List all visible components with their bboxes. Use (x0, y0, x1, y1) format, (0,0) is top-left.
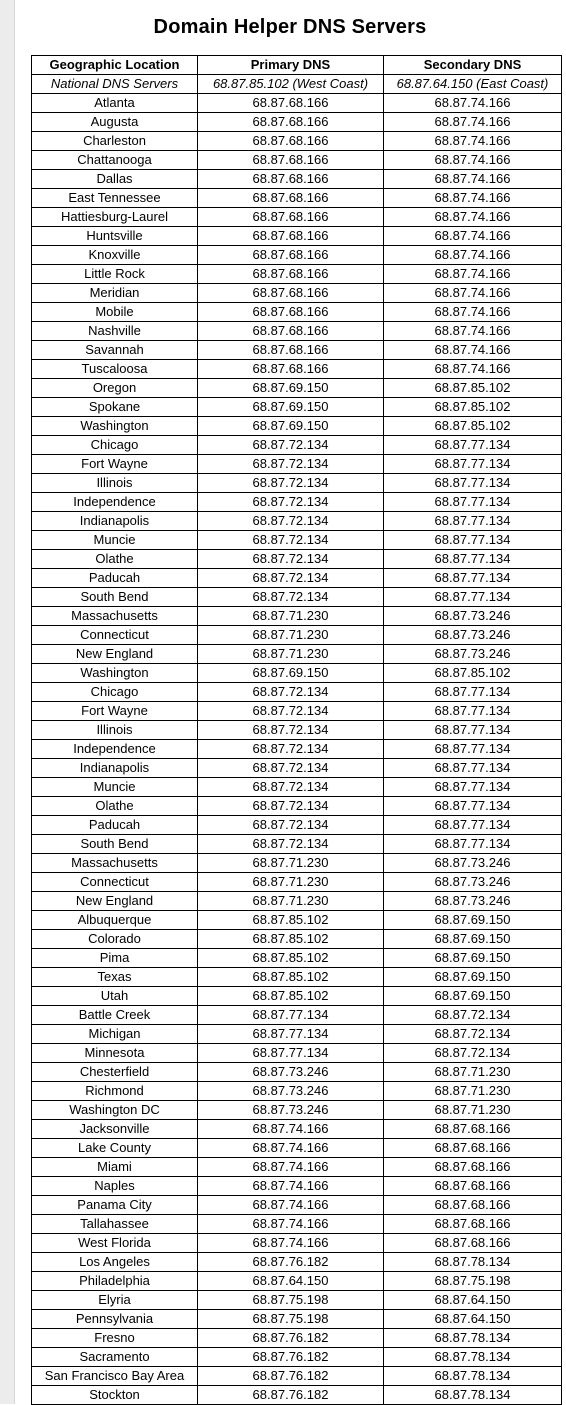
cell-location: Indianapolis (32, 759, 198, 778)
cell-primary-dns: 68.87.69.150 (198, 398, 384, 417)
cell-secondary-dns: 68.87.74.166 (384, 189, 562, 208)
cell-primary-dns: 68.87.74.166 (198, 1139, 384, 1158)
table-row (32, 1348, 562, 1367)
cell-primary-dns: 68.87.72.134 (198, 474, 384, 493)
cell-primary-dns: 68.87.72.134 (198, 512, 384, 531)
cell-secondary-dns: 68.87.85.102 (384, 417, 562, 436)
cell-primary-dns: 68.87.71.230 (198, 873, 384, 892)
cell-primary-dns: 68.87.68.166 (198, 322, 384, 341)
cell-location: Meridian (32, 284, 198, 303)
cell-location: Fresno (32, 1329, 198, 1348)
table-row (32, 721, 562, 740)
cell-primary-dns: 68.87.77.134 (198, 1025, 384, 1044)
cell-secondary-dns: 68.87.74.166 (384, 265, 562, 284)
table-row (32, 341, 562, 360)
cell-secondary-dns: 68.87.77.134 (384, 797, 562, 816)
table-row (32, 1006, 562, 1025)
cell-secondary-dns: 68.87.73.246 (384, 607, 562, 626)
cell-primary-dns: 68.87.74.166 (198, 1196, 384, 1215)
cell-location: Augusta (32, 113, 198, 132)
cell-secondary-dns: 68.87.73.246 (384, 873, 562, 892)
cell-secondary-dns: 68.87.72.134 (384, 1006, 562, 1025)
cell-location: Chesterfield (32, 1063, 198, 1082)
cell-primary-dns: 68.87.74.166 (198, 1120, 384, 1139)
cell-location: Panama City (32, 1196, 198, 1215)
cell-primary-dns: 68.87.68.166 (198, 246, 384, 265)
cell-secondary-dns: 68.87.71.230 (384, 1101, 562, 1120)
page-title: Domain Helper DNS Servers (153, 16, 427, 38)
cell-primary-dns: 68.87.68.166 (198, 360, 384, 379)
cell-location: Atlanta (32, 94, 198, 113)
cell-primary-dns: 68.87.72.134 (198, 455, 384, 474)
cell-secondary-dns: 68.87.78.134 (384, 1386, 562, 1405)
cell-location: New England (32, 892, 198, 911)
cell-primary-dns: 68.87.68.166 (198, 151, 384, 170)
cell-primary-dns: 68.87.72.134 (198, 550, 384, 569)
table-row (32, 1063, 562, 1082)
table-row (32, 1158, 562, 1177)
table-row (32, 208, 562, 227)
table-row (32, 1234, 562, 1253)
cell-secondary-dns: 68.87.68.166 (384, 1234, 562, 1253)
cell-primary-dns: 68.87.71.230 (198, 626, 384, 645)
cell-secondary-dns: 68.87.74.166 (384, 208, 562, 227)
cell-primary-dns: 68.87.68.166 (198, 265, 384, 284)
cell-location: Nashville (32, 322, 198, 341)
cell-location: New England (32, 645, 198, 664)
table-row (32, 417, 562, 436)
cell-secondary-dns: 68.87.77.134 (384, 474, 562, 493)
table-row (32, 778, 562, 797)
cell-location: Little Rock (32, 265, 198, 284)
cell-location: Utah (32, 987, 198, 1006)
cell-location: Washington DC (32, 1101, 198, 1120)
cell-secondary-dns: 68.87.64.150 (384, 1310, 562, 1329)
cell-secondary-dns: 68.87.68.166 (384, 1177, 562, 1196)
table-row (32, 968, 562, 987)
cell-location: Sacramento (32, 1348, 198, 1367)
cell-location: Minnesota (32, 1044, 198, 1063)
cell-location: Texas (32, 968, 198, 987)
cell-primary-dns: 68.87.68.166 (198, 132, 384, 151)
table-row (32, 265, 562, 284)
cell-secondary-dns: 68.87.68.166 (384, 1120, 562, 1139)
cell-location: Paducah (32, 816, 198, 835)
header-primary-dns: Primary DNS (198, 56, 384, 75)
cell-location: Chicago (32, 436, 198, 455)
cell-primary-dns: 68.87.74.166 (198, 1177, 384, 1196)
cell-secondary-dns: 68.87.77.134 (384, 569, 562, 588)
table-row (32, 1310, 562, 1329)
table-row (32, 1253, 562, 1272)
table-header-row (32, 56, 562, 75)
table-row (32, 816, 562, 835)
cell-primary-dns: 68.87.72.134 (198, 531, 384, 550)
cell-primary-dns: 68.87.68.166 (198, 189, 384, 208)
cell-primary-dns: 68.87.74.166 (198, 1215, 384, 1234)
cell-location: Fort Wayne (32, 702, 198, 721)
cell-primary-dns: 68.87.76.182 (198, 1253, 384, 1272)
cell-primary-dns: 68.87.64.150 (198, 1272, 384, 1291)
cell-location: Michigan (32, 1025, 198, 1044)
cell-primary-dns: 68.87.68.166 (198, 208, 384, 227)
cell-primary-dns: 68.87.72.134 (198, 797, 384, 816)
table-row (32, 1196, 562, 1215)
cell-primary-dns: 68.87.76.182 (198, 1329, 384, 1348)
national-dns-row (32, 75, 562, 94)
cell-location: Connecticut (32, 873, 198, 892)
cell-secondary-dns: 68.87.77.134 (384, 588, 562, 607)
cell-primary-dns: 68.87.75.198 (198, 1291, 384, 1310)
cell-primary-dns: 68.87.68.166 (198, 94, 384, 113)
cell-location: National DNS Servers (32, 75, 198, 94)
table-row (32, 1120, 562, 1139)
cell-primary-dns: 68.87.72.134 (198, 835, 384, 854)
table-row (32, 607, 562, 626)
cell-location: Colorado (32, 930, 198, 949)
cell-primary-dns: 68.87.85.102 (West Coast) (198, 75, 384, 94)
table-row (32, 474, 562, 493)
cell-location: Elyria (32, 1291, 198, 1310)
table-row (32, 626, 562, 645)
cell-secondary-dns: 68.87.77.134 (384, 759, 562, 778)
cell-location: Spokane (32, 398, 198, 417)
cell-secondary-dns: 68.87.74.166 (384, 246, 562, 265)
table-row (32, 664, 562, 683)
cell-location: San Francisco Bay Area (32, 1367, 198, 1386)
cell-primary-dns: 68.87.72.134 (198, 721, 384, 740)
cell-primary-dns: 68.87.71.230 (198, 854, 384, 873)
cell-secondary-dns: 68.87.74.166 (384, 322, 562, 341)
cell-secondary-dns: 68.87.74.166 (384, 94, 562, 113)
cell-location: Stockton (32, 1386, 198, 1405)
cell-primary-dns: 68.87.72.134 (198, 816, 384, 835)
cell-secondary-dns: 68.87.74.166 (384, 132, 562, 151)
left-margin-strip (0, 0, 15, 1404)
cell-location: Muncie (32, 778, 198, 797)
table-row (32, 550, 562, 569)
cell-location: Massachusetts (32, 854, 198, 873)
cell-secondary-dns: 68.87.69.150 (384, 968, 562, 987)
cell-secondary-dns: 68.87.74.166 (384, 284, 562, 303)
table-row (32, 930, 562, 949)
table-row (32, 398, 562, 417)
cell-primary-dns: 68.87.75.198 (198, 1310, 384, 1329)
cell-secondary-dns: 68.87.71.230 (384, 1082, 562, 1101)
table-row (32, 740, 562, 759)
cell-location: Illinois (32, 721, 198, 740)
cell-location: Mobile (32, 303, 198, 322)
cell-secondary-dns: 68.87.78.134 (384, 1348, 562, 1367)
cell-secondary-dns: 68.87.85.102 (384, 379, 562, 398)
cell-primary-dns: 68.87.76.182 (198, 1367, 384, 1386)
cell-secondary-dns: 68.87.74.166 (384, 170, 562, 189)
cell-secondary-dns: 68.87.69.150 (384, 949, 562, 968)
cell-secondary-dns: 68.87.69.150 (384, 930, 562, 949)
cell-primary-dns: 68.87.73.246 (198, 1063, 384, 1082)
table-row (32, 892, 562, 911)
table-row (32, 987, 562, 1006)
cell-location: Illinois (32, 474, 198, 493)
cell-primary-dns: 68.87.68.166 (198, 113, 384, 132)
cell-secondary-dns: 68.87.77.134 (384, 493, 562, 512)
cell-location: Pima (32, 949, 198, 968)
cell-secondary-dns: 68.87.74.166 (384, 341, 562, 360)
table-row (32, 911, 562, 930)
cell-primary-dns: 68.87.85.102 (198, 930, 384, 949)
cell-primary-dns: 68.87.71.230 (198, 607, 384, 626)
cell-primary-dns: 68.87.72.134 (198, 759, 384, 778)
table-row (32, 227, 562, 246)
table-row (32, 113, 562, 132)
cell-secondary-dns: 68.87.77.134 (384, 702, 562, 721)
cell-primary-dns: 68.87.73.246 (198, 1082, 384, 1101)
cell-location: Pennsylvania (32, 1310, 198, 1329)
table-row (32, 1177, 562, 1196)
cell-location: East Tennessee (32, 189, 198, 208)
cell-secondary-dns: 68.87.73.246 (384, 645, 562, 664)
table-row (32, 284, 562, 303)
cell-primary-dns: 68.87.77.134 (198, 1044, 384, 1063)
cell-primary-dns: 68.87.68.166 (198, 303, 384, 322)
cell-secondary-dns: 68.87.77.134 (384, 531, 562, 550)
table-row (32, 455, 562, 474)
cell-secondary-dns: 68.87.77.134 (384, 683, 562, 702)
table-row (32, 854, 562, 873)
cell-secondary-dns: 68.87.73.246 (384, 854, 562, 873)
cell-primary-dns: 68.87.72.134 (198, 778, 384, 797)
cell-primary-dns: 68.87.68.166 (198, 227, 384, 246)
header-geographic-location: Geographic Location (32, 56, 198, 75)
cell-primary-dns: 68.87.68.166 (198, 284, 384, 303)
table-row (32, 436, 562, 455)
cell-secondary-dns: 68.87.85.102 (384, 398, 562, 417)
cell-secondary-dns: 68.87.68.166 (384, 1139, 562, 1158)
cell-location: West Florida (32, 1234, 198, 1253)
table-row (32, 94, 562, 113)
cell-primary-dns: 68.87.72.134 (198, 588, 384, 607)
cell-primary-dns: 68.87.72.134 (198, 702, 384, 721)
table-row (32, 379, 562, 398)
cell-location: Albuquerque (32, 911, 198, 930)
cell-location: Independence (32, 493, 198, 512)
table-row (32, 1082, 562, 1101)
cell-primary-dns: 68.87.69.150 (198, 379, 384, 398)
table-row (32, 189, 562, 208)
cell-location: Miami (32, 1158, 198, 1177)
cell-secondary-dns: 68.87.77.134 (384, 721, 562, 740)
cell-location: Connecticut (32, 626, 198, 645)
table-row (32, 360, 562, 379)
table-row (32, 835, 562, 854)
cell-location: Jacksonville (32, 1120, 198, 1139)
cell-location: Independence (32, 740, 198, 759)
cell-location: Dallas (32, 170, 198, 189)
cell-secondary-dns: 68.87.71.230 (384, 1063, 562, 1082)
table-row (32, 1215, 562, 1234)
cell-primary-dns: 68.87.76.182 (198, 1348, 384, 1367)
table-row (32, 797, 562, 816)
cell-secondary-dns: 68.87.77.134 (384, 740, 562, 759)
table-row (32, 531, 562, 550)
cell-primary-dns: 68.87.72.134 (198, 740, 384, 759)
cell-location: Richmond (32, 1082, 198, 1101)
table-row (32, 132, 562, 151)
table-row (32, 569, 562, 588)
dns-servers-table (31, 55, 562, 1405)
table-row (32, 759, 562, 778)
header-secondary-dns: Secondary DNS (384, 56, 562, 75)
table-row (32, 322, 562, 341)
table-row (32, 151, 562, 170)
table-row (32, 512, 562, 531)
cell-location: Indianapolis (32, 512, 198, 531)
cell-primary-dns: 68.87.73.246 (198, 1101, 384, 1120)
cell-primary-dns: 68.87.76.182 (198, 1386, 384, 1405)
cell-location: Massachusetts (32, 607, 198, 626)
table-row (32, 246, 562, 265)
cell-location: Washington (32, 664, 198, 683)
cell-secondary-dns: 68.87.73.246 (384, 892, 562, 911)
table-row (32, 1272, 562, 1291)
table-row (32, 702, 562, 721)
table-row (32, 588, 562, 607)
cell-location: Philadelphia (32, 1272, 198, 1291)
cell-secondary-dns: 68.87.72.134 (384, 1025, 562, 1044)
cell-primary-dns: 68.87.68.166 (198, 170, 384, 189)
cell-secondary-dns: 68.87.77.134 (384, 455, 562, 474)
cell-primary-dns: 68.87.74.166 (198, 1234, 384, 1253)
table-row (32, 873, 562, 892)
cell-secondary-dns: 68.87.78.134 (384, 1253, 562, 1272)
cell-location: Fort Wayne (32, 455, 198, 474)
cell-secondary-dns: 68.87.77.134 (384, 550, 562, 569)
cell-secondary-dns: 68.87.69.150 (384, 987, 562, 1006)
cell-location: Naples (32, 1177, 198, 1196)
cell-secondary-dns: 68.87.69.150 (384, 911, 562, 930)
table-row (32, 645, 562, 664)
table-row (32, 1139, 562, 1158)
cell-primary-dns: 68.87.71.230 (198, 645, 384, 664)
cell-location: Washington (32, 417, 198, 436)
cell-secondary-dns: 68.87.74.166 (384, 360, 562, 379)
cell-secondary-dns: 68.87.75.198 (384, 1272, 562, 1291)
cell-secondary-dns: 68.87.74.166 (384, 303, 562, 322)
table-row (32, 1025, 562, 1044)
cell-location: Tuscaloosa (32, 360, 198, 379)
cell-location: Huntsville (32, 227, 198, 246)
cell-secondary-dns: 68.87.74.166 (384, 151, 562, 170)
cell-secondary-dns: 68.87.77.134 (384, 816, 562, 835)
cell-location: Savannah (32, 341, 198, 360)
cell-secondary-dns: 68.87.77.134 (384, 436, 562, 455)
cell-secondary-dns: 68.87.73.246 (384, 626, 562, 645)
table-row (32, 170, 562, 189)
cell-primary-dns: 68.87.85.102 (198, 949, 384, 968)
cell-primary-dns: 68.87.85.102 (198, 987, 384, 1006)
table-row (32, 1101, 562, 1120)
cell-location: Olathe (32, 797, 198, 816)
cell-secondary-dns: 68.87.78.134 (384, 1367, 562, 1386)
cell-secondary-dns: 68.87.64.150 (East Coast) (384, 75, 562, 94)
cell-location: South Bend (32, 835, 198, 854)
cell-location: Charleston (32, 132, 198, 151)
table-row (32, 1329, 562, 1348)
cell-primary-dns: 68.87.72.134 (198, 683, 384, 702)
cell-primary-dns: 68.87.71.230 (198, 892, 384, 911)
cell-primary-dns: 68.87.68.166 (198, 341, 384, 360)
table-row (32, 303, 562, 322)
cell-secondary-dns: 68.87.64.150 (384, 1291, 562, 1310)
cell-secondary-dns: 68.87.74.166 (384, 113, 562, 132)
cell-location: Oregon (32, 379, 198, 398)
cell-secondary-dns: 68.87.72.134 (384, 1044, 562, 1063)
cell-primary-dns: 68.87.72.134 (198, 493, 384, 512)
cell-primary-dns: 68.87.69.150 (198, 664, 384, 683)
table-row (32, 1367, 562, 1386)
cell-primary-dns: 68.87.85.102 (198, 911, 384, 930)
cell-primary-dns: 68.87.77.134 (198, 1006, 384, 1025)
cell-secondary-dns: 68.87.68.166 (384, 1215, 562, 1234)
table-row (32, 493, 562, 512)
cell-primary-dns: 68.87.72.134 (198, 569, 384, 588)
cell-location: Muncie (32, 531, 198, 550)
cell-location: South Bend (32, 588, 198, 607)
cell-primary-dns: 68.87.74.166 (198, 1158, 384, 1177)
cell-location: Los Angeles (32, 1253, 198, 1272)
cell-secondary-dns: 68.87.77.134 (384, 512, 562, 531)
cell-location: Olathe (32, 550, 198, 569)
cell-primary-dns: 68.87.85.102 (198, 968, 384, 987)
cell-location: Paducah (32, 569, 198, 588)
cell-location: Tallahassee (32, 1215, 198, 1234)
cell-location: Chicago (32, 683, 198, 702)
cell-primary-dns: 68.87.69.150 (198, 417, 384, 436)
table-row (32, 1291, 562, 1310)
table-row (32, 949, 562, 968)
cell-secondary-dns: 68.87.77.134 (384, 835, 562, 854)
cell-secondary-dns: 68.87.74.166 (384, 227, 562, 246)
cell-location: Knoxville (32, 246, 198, 265)
cell-location: Chattanooga (32, 151, 198, 170)
cell-secondary-dns: 68.87.85.102 (384, 664, 562, 683)
cell-location: Battle Creek (32, 1006, 198, 1025)
table-row (32, 1044, 562, 1063)
cell-secondary-dns: 68.87.68.166 (384, 1158, 562, 1177)
cell-secondary-dns: 68.87.78.134 (384, 1329, 562, 1348)
cell-primary-dns: 68.87.72.134 (198, 436, 384, 455)
cell-secondary-dns: 68.87.77.134 (384, 778, 562, 797)
cell-secondary-dns: 68.87.68.166 (384, 1196, 562, 1215)
cell-location: Hattiesburg-Laurel (32, 208, 198, 227)
table-row (32, 683, 562, 702)
table-row (32, 1386, 562, 1405)
cell-location: Lake County (32, 1139, 198, 1158)
